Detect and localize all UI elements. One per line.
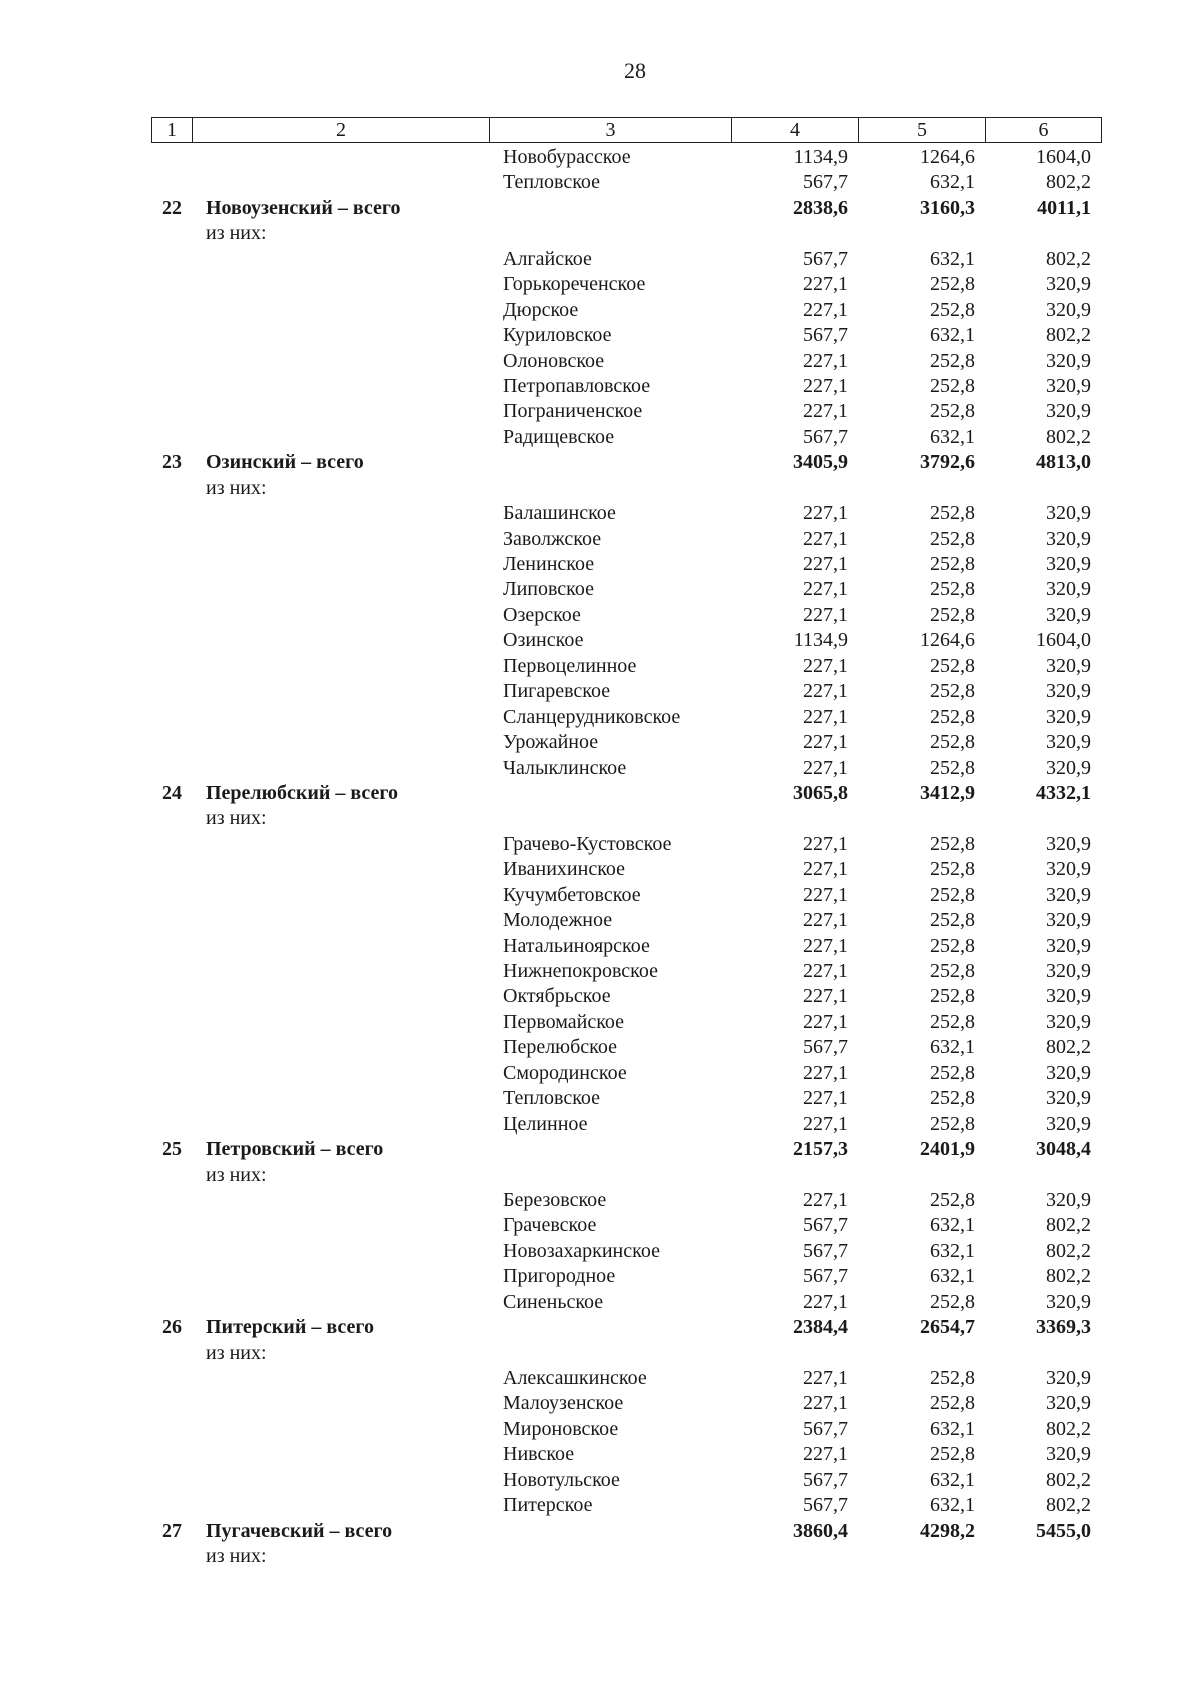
value-col-4: 567,7 bbox=[803, 1214, 848, 1237]
column-header-6: 6 bbox=[986, 118, 1102, 143]
value-col-6: 320,9 bbox=[1046, 858, 1091, 881]
value-col-4: 227,1 bbox=[803, 1112, 848, 1135]
settlement-row bbox=[0, 247, 1200, 272]
settlement-name: Нижнепокровское bbox=[503, 960, 658, 982]
value-col-6: 320,9 bbox=[1046, 1443, 1091, 1466]
page-number: 28 bbox=[624, 58, 646, 83]
column-header-3: 3 bbox=[490, 118, 732, 143]
value-col-4: 567,7 bbox=[803, 425, 848, 448]
value-col-5: 252,8 bbox=[930, 502, 975, 525]
value-col-5: 632,1 bbox=[930, 1494, 975, 1517]
settlement-row bbox=[0, 145, 1200, 170]
row-number: 27 bbox=[162, 1519, 182, 1542]
settlement-name: Горькореченское bbox=[503, 273, 646, 296]
value-col-5: 252,8 bbox=[930, 1010, 975, 1033]
settlement-row bbox=[0, 908, 1200, 933]
value-col-4: 2838,6 bbox=[793, 196, 848, 219]
value-col-4: 227,1 bbox=[803, 527, 848, 550]
value-col-5: 252,8 bbox=[930, 400, 975, 423]
value-col-5: 632,1 bbox=[930, 1468, 975, 1491]
settlement-name: Кучумбетовское bbox=[503, 883, 641, 906]
column-header-1: 1 bbox=[152, 118, 193, 143]
value-col-5: 252,8 bbox=[930, 680, 975, 703]
district-name: Новоузенский – всего bbox=[206, 196, 401, 219]
value-col-4: 567,7 bbox=[803, 171, 848, 194]
value-col-4: 227,1 bbox=[803, 273, 848, 296]
value-col-4: 2384,4 bbox=[793, 1316, 848, 1339]
value-col-6: 320,9 bbox=[1046, 731, 1091, 754]
value-col-5: 632,1 bbox=[930, 1417, 975, 1440]
value-col-5: 252,8 bbox=[930, 603, 975, 626]
settlement-row bbox=[0, 501, 1200, 526]
settlement-name: Петропавловское bbox=[503, 374, 651, 397]
value-col-6: 320,9 bbox=[1046, 1392, 1091, 1415]
settlement-row bbox=[0, 323, 1200, 348]
value-col-5: 1264,6 bbox=[920, 629, 975, 652]
row-number: 22 bbox=[162, 196, 182, 219]
value-col-6: 320,9 bbox=[1046, 1367, 1091, 1389]
value-col-4: 227,1 bbox=[803, 1392, 848, 1415]
value-col-5: 252,8 bbox=[930, 578, 975, 601]
value-col-4: 227,1 bbox=[803, 1010, 848, 1033]
of-which-label-row bbox=[0, 221, 1200, 246]
value-col-6: 802,2 bbox=[1046, 1265, 1091, 1288]
settlement-name: Олоновское bbox=[503, 349, 605, 372]
value-col-5: 2654,7 bbox=[920, 1316, 975, 1339]
district-name: Озинский – всего bbox=[206, 451, 364, 474]
settlement-row bbox=[0, 1010, 1200, 1035]
settlement-name: Урожайное bbox=[503, 731, 599, 754]
district-name: Петровский – всего bbox=[206, 1138, 384, 1161]
value-col-4: 227,1 bbox=[803, 883, 848, 906]
settlement-name: Перелюбское bbox=[503, 1036, 617, 1059]
settlement-name: Пограниченское bbox=[503, 400, 643, 423]
of-which-label-row bbox=[0, 1544, 1200, 1569]
value-col-4: 227,1 bbox=[803, 349, 848, 372]
value-col-4: 227,1 bbox=[803, 298, 848, 321]
value-col-6: 320,9 bbox=[1046, 400, 1091, 423]
settlement-row bbox=[0, 756, 1200, 781]
settlement-name: Куриловское bbox=[503, 324, 612, 347]
value-col-5: 252,8 bbox=[930, 909, 975, 932]
district-total-row bbox=[0, 781, 1200, 806]
settlement-row bbox=[0, 934, 1200, 959]
value-col-4: 567,7 bbox=[803, 324, 848, 347]
settlement-row bbox=[0, 603, 1200, 628]
value-col-6: 320,9 bbox=[1046, 578, 1091, 601]
settlement-row bbox=[0, 1112, 1200, 1137]
value-col-6: 320,9 bbox=[1046, 654, 1091, 677]
district-name: из них: bbox=[206, 1545, 267, 1568]
value-col-5: 4298,2 bbox=[920, 1519, 975, 1542]
value-col-4: 227,1 bbox=[803, 400, 848, 423]
settlement-name: Первомайское bbox=[503, 1010, 625, 1033]
settlement-name: Тепловское bbox=[503, 171, 601, 194]
value-col-5: 2401,9 bbox=[920, 1138, 975, 1161]
settlement-row bbox=[0, 730, 1200, 755]
value-col-6: 802,2 bbox=[1046, 1036, 1091, 1059]
row-number: 23 bbox=[162, 451, 182, 474]
value-col-6: 1604,0 bbox=[1036, 146, 1091, 168]
settlement-row bbox=[0, 679, 1200, 704]
settlement-name: Смородинское bbox=[503, 1061, 627, 1084]
settlement-row bbox=[0, 349, 1200, 374]
value-col-5: 252,8 bbox=[930, 1188, 975, 1211]
value-col-4: 1134,9 bbox=[793, 629, 848, 652]
settlement-name: Сланцерудниковское bbox=[503, 705, 681, 728]
settlement-row bbox=[0, 654, 1200, 679]
value-col-6: 320,9 bbox=[1046, 603, 1091, 626]
value-col-5: 252,8 bbox=[930, 1392, 975, 1415]
settlement-row bbox=[0, 832, 1200, 857]
value-col-6: 1604,0 bbox=[1036, 629, 1091, 652]
value-col-6: 320,9 bbox=[1046, 832, 1091, 855]
settlement-row bbox=[0, 1290, 1200, 1315]
table-body bbox=[0, 145, 1200, 1570]
value-col-5: 3792,6 bbox=[920, 451, 975, 474]
value-col-4: 227,1 bbox=[803, 1443, 848, 1466]
settlement-row bbox=[0, 527, 1200, 552]
settlement-name: Липовское bbox=[503, 578, 594, 601]
district-name: Питерский – всего bbox=[206, 1316, 374, 1339]
district-name: из них: bbox=[206, 807, 267, 830]
settlement-row bbox=[0, 272, 1200, 297]
of-which-label-row bbox=[0, 1341, 1200, 1366]
settlement-name: Первоцелинное bbox=[503, 654, 637, 677]
value-col-4: 2157,3 bbox=[793, 1138, 848, 1161]
value-col-6: 802,2 bbox=[1046, 1417, 1091, 1440]
value-col-5: 3412,9 bbox=[920, 781, 975, 804]
value-col-4: 227,1 bbox=[803, 374, 848, 397]
value-col-6: 320,9 bbox=[1046, 553, 1091, 575]
district-total-row bbox=[0, 1137, 1200, 1162]
settlement-name: Озинское bbox=[503, 629, 584, 652]
value-col-4: 227,1 bbox=[803, 960, 848, 982]
value-col-4: 227,1 bbox=[803, 832, 848, 855]
value-col-5: 252,8 bbox=[930, 1112, 975, 1135]
settlement-row bbox=[0, 1264, 1200, 1289]
district-name: из них: bbox=[206, 476, 267, 499]
value-col-5: 632,1 bbox=[930, 425, 975, 448]
value-col-4: 567,7 bbox=[803, 247, 848, 270]
settlement-row bbox=[0, 577, 1200, 602]
settlement-row bbox=[0, 1417, 1200, 1442]
value-col-4: 567,7 bbox=[803, 1036, 848, 1059]
value-col-4: 3065,8 bbox=[793, 781, 848, 804]
value-col-4: 227,1 bbox=[803, 1188, 848, 1211]
value-col-5: 632,1 bbox=[930, 1036, 975, 1059]
district-name: Перелюбский – всего bbox=[206, 781, 399, 804]
settlement-name: Радищевское bbox=[503, 425, 615, 448]
value-col-6: 802,2 bbox=[1046, 1468, 1091, 1491]
value-col-6: 320,9 bbox=[1046, 298, 1091, 321]
settlement-row bbox=[0, 705, 1200, 730]
value-col-5: 252,8 bbox=[930, 553, 975, 575]
settlement-name: Тепловское bbox=[503, 1087, 601, 1110]
value-col-4: 227,1 bbox=[803, 705, 848, 728]
settlement-name: Целинное bbox=[503, 1112, 588, 1135]
value-col-5: 632,1 bbox=[930, 1239, 975, 1262]
settlement-row bbox=[0, 425, 1200, 450]
value-col-5: 632,1 bbox=[930, 171, 975, 194]
settlement-row bbox=[0, 374, 1200, 399]
value-col-6: 320,9 bbox=[1046, 909, 1091, 932]
value-col-5: 252,8 bbox=[930, 374, 975, 397]
value-col-6: 320,9 bbox=[1046, 1010, 1091, 1033]
district-name: из них: bbox=[206, 222, 267, 245]
row-number: 26 bbox=[162, 1316, 182, 1339]
value-col-4: 227,1 bbox=[803, 731, 848, 754]
value-col-6: 320,9 bbox=[1046, 374, 1091, 397]
column-header-4: 4 bbox=[732, 118, 859, 143]
settlement-name: Молодежное bbox=[503, 909, 613, 932]
value-col-6: 320,9 bbox=[1046, 1188, 1091, 1211]
settlement-name: Октябрьское bbox=[503, 985, 611, 1008]
settlement-name: Балашинское bbox=[503, 502, 616, 525]
settlement-row bbox=[0, 1086, 1200, 1111]
value-col-6: 320,9 bbox=[1046, 527, 1091, 550]
column-header-2: 2 bbox=[193, 118, 490, 143]
district-name: Пугачевский – всего bbox=[206, 1519, 393, 1542]
value-col-5: 632,1 bbox=[930, 324, 975, 347]
column-header-5: 5 bbox=[859, 118, 986, 143]
value-col-5: 252,8 bbox=[930, 273, 975, 296]
settlement-row bbox=[0, 1213, 1200, 1238]
value-col-4: 227,1 bbox=[803, 985, 848, 1008]
value-col-4: 227,1 bbox=[803, 756, 848, 779]
value-col-5: 252,8 bbox=[930, 858, 975, 881]
value-col-5: 252,8 bbox=[930, 349, 975, 372]
settlement-name: Новотульское bbox=[503, 1468, 620, 1491]
district-name: из них: bbox=[206, 1341, 267, 1364]
settlement-row bbox=[0, 1035, 1200, 1060]
settlement-row bbox=[0, 399, 1200, 424]
value-col-4: 567,7 bbox=[803, 1239, 848, 1262]
settlement-name: Питерское bbox=[503, 1494, 593, 1517]
settlement-name: Новозахаркинское bbox=[503, 1239, 660, 1262]
settlement-row bbox=[0, 1391, 1200, 1416]
settlement-row bbox=[0, 1061, 1200, 1086]
value-col-4: 227,1 bbox=[803, 553, 848, 575]
value-col-4: 3860,4 bbox=[793, 1519, 848, 1542]
of-which-label-row bbox=[0, 476, 1200, 501]
value-col-5: 3160,3 bbox=[920, 196, 975, 219]
value-col-6: 320,9 bbox=[1046, 756, 1091, 779]
value-col-6: 320,9 bbox=[1046, 883, 1091, 906]
value-col-5: 252,8 bbox=[930, 883, 975, 906]
settlement-row bbox=[0, 628, 1200, 653]
settlement-name: Новобурасское bbox=[503, 146, 631, 168]
value-col-4: 227,1 bbox=[803, 578, 848, 601]
settlement-name: Пригородное bbox=[503, 1265, 616, 1288]
value-col-6: 4332,1 bbox=[1036, 781, 1091, 804]
value-col-5: 252,8 bbox=[930, 756, 975, 779]
value-col-5: 252,8 bbox=[930, 1087, 975, 1110]
district-total-row bbox=[0, 196, 1200, 221]
value-col-6: 802,2 bbox=[1046, 1494, 1091, 1517]
row-number: 24 bbox=[162, 781, 182, 804]
settlement-row bbox=[0, 857, 1200, 882]
value-col-6: 802,2 bbox=[1046, 171, 1091, 194]
value-col-6: 802,2 bbox=[1046, 324, 1091, 347]
of-which-label-row bbox=[0, 1163, 1200, 1188]
row-number: 25 bbox=[162, 1138, 182, 1161]
value-col-5: 252,8 bbox=[930, 1367, 975, 1389]
settlement-name: Озерское bbox=[503, 603, 581, 626]
settlement-row bbox=[0, 1442, 1200, 1467]
district-total-row bbox=[0, 1519, 1200, 1544]
value-col-4: 227,1 bbox=[803, 934, 848, 957]
value-col-4: 227,1 bbox=[803, 1367, 848, 1389]
value-col-4: 227,1 bbox=[803, 909, 848, 932]
value-col-4: 227,1 bbox=[803, 1061, 848, 1084]
value-col-4: 1134,9 bbox=[793, 146, 848, 168]
value-col-5: 252,8 bbox=[930, 1061, 975, 1084]
value-col-6: 320,9 bbox=[1046, 1112, 1091, 1135]
value-col-4: 567,7 bbox=[803, 1494, 848, 1517]
settlement-row bbox=[0, 1366, 1200, 1391]
settlement-name: Синеньское bbox=[503, 1290, 604, 1313]
value-col-5: 252,8 bbox=[930, 832, 975, 855]
value-col-5: 252,8 bbox=[930, 934, 975, 957]
value-col-5: 252,8 bbox=[930, 960, 975, 982]
value-col-4: 227,1 bbox=[803, 680, 848, 703]
value-col-6: 802,2 bbox=[1046, 247, 1091, 270]
settlement-row bbox=[0, 984, 1200, 1009]
value-col-6: 320,9 bbox=[1046, 680, 1091, 703]
settlement-name: Мироновское bbox=[503, 1417, 619, 1440]
settlement-row bbox=[0, 1468, 1200, 1493]
value-col-5: 632,1 bbox=[930, 247, 975, 270]
value-col-5: 632,1 bbox=[930, 1214, 975, 1237]
value-col-4: 227,1 bbox=[803, 603, 848, 626]
value-col-4: 567,7 bbox=[803, 1417, 848, 1440]
value-col-5: 252,8 bbox=[930, 298, 975, 321]
settlement-row bbox=[0, 959, 1200, 984]
settlement-name: Пигаревское bbox=[503, 680, 611, 703]
value-col-6: 3048,4 bbox=[1036, 1138, 1091, 1161]
settlement-row bbox=[0, 1493, 1200, 1518]
value-col-6: 320,9 bbox=[1046, 934, 1091, 957]
value-col-6: 320,9 bbox=[1046, 502, 1091, 525]
value-col-6: 320,9 bbox=[1046, 273, 1091, 296]
value-col-5: 252,8 bbox=[930, 705, 975, 728]
settlement-row bbox=[0, 170, 1200, 195]
value-col-4: 567,7 bbox=[803, 1265, 848, 1288]
settlement-name: Заволжское bbox=[503, 527, 602, 550]
settlement-name: Грачево-Кустовское bbox=[503, 832, 672, 855]
settlement-name: Иванихинское bbox=[503, 858, 626, 881]
value-col-4: 227,1 bbox=[803, 1290, 848, 1313]
settlement-name: Нивское bbox=[503, 1443, 575, 1466]
value-col-6: 320,9 bbox=[1046, 349, 1091, 372]
value-col-5: 252,8 bbox=[930, 527, 975, 550]
district-total-row bbox=[0, 450, 1200, 475]
value-col-5: 252,8 bbox=[930, 1290, 975, 1313]
value-col-6: 320,9 bbox=[1046, 985, 1091, 1008]
value-col-6: 3369,3 bbox=[1036, 1316, 1091, 1339]
settlement-row bbox=[0, 298, 1200, 323]
value-col-6: 4011,1 bbox=[1037, 196, 1091, 219]
settlement-row bbox=[0, 883, 1200, 908]
value-col-6: 320,9 bbox=[1046, 705, 1091, 728]
value-col-6: 802,2 bbox=[1046, 1214, 1091, 1237]
value-col-5: 252,8 bbox=[930, 731, 975, 754]
value-col-6: 802,2 bbox=[1046, 1239, 1091, 1262]
value-col-6: 5455,0 bbox=[1036, 1519, 1091, 1542]
settlement-name: Алгайское bbox=[503, 247, 592, 270]
value-col-4: 3405,9 bbox=[793, 451, 848, 474]
value-col-6: 320,9 bbox=[1046, 1290, 1091, 1313]
value-col-6: 4813,0 bbox=[1036, 451, 1091, 474]
settlement-name: Чалыклинское bbox=[503, 756, 627, 779]
value-col-6: 320,9 bbox=[1046, 1061, 1091, 1084]
value-col-6: 802,2 bbox=[1046, 425, 1091, 448]
value-col-4: 567,7 bbox=[803, 1468, 848, 1491]
value-col-5: 252,8 bbox=[930, 1443, 975, 1466]
value-col-4: 227,1 bbox=[803, 1087, 848, 1110]
district-total-row bbox=[0, 1315, 1200, 1340]
settlement-name: Малоузенское bbox=[503, 1392, 624, 1415]
settlement-name: Грачевское bbox=[503, 1214, 597, 1237]
value-col-5: 632,1 bbox=[930, 1265, 975, 1288]
settlement-name: Дюрское bbox=[503, 298, 579, 321]
settlement-row bbox=[0, 552, 1200, 577]
settlement-name: Ленинское bbox=[503, 553, 595, 575]
value-col-5: 252,8 bbox=[930, 654, 975, 677]
value-col-6: 320,9 bbox=[1046, 960, 1091, 982]
settlement-row bbox=[0, 1239, 1200, 1264]
value-col-4: 227,1 bbox=[803, 502, 848, 525]
value-col-4: 227,1 bbox=[803, 654, 848, 677]
settlement-name: Натальиноярское bbox=[503, 934, 650, 957]
settlement-name: Алексашкинское bbox=[503, 1367, 647, 1389]
district-name: из них: bbox=[206, 1163, 267, 1186]
settlement-name: Березовское bbox=[503, 1188, 607, 1211]
of-which-label-row bbox=[0, 806, 1200, 831]
value-col-5: 1264,6 bbox=[920, 146, 975, 168]
value-col-6: 320,9 bbox=[1046, 1087, 1091, 1110]
settlement-row bbox=[0, 1188, 1200, 1213]
value-col-4: 227,1 bbox=[803, 858, 848, 881]
value-col-5: 252,8 bbox=[930, 985, 975, 1008]
column-header-row bbox=[151, 117, 1102, 143]
